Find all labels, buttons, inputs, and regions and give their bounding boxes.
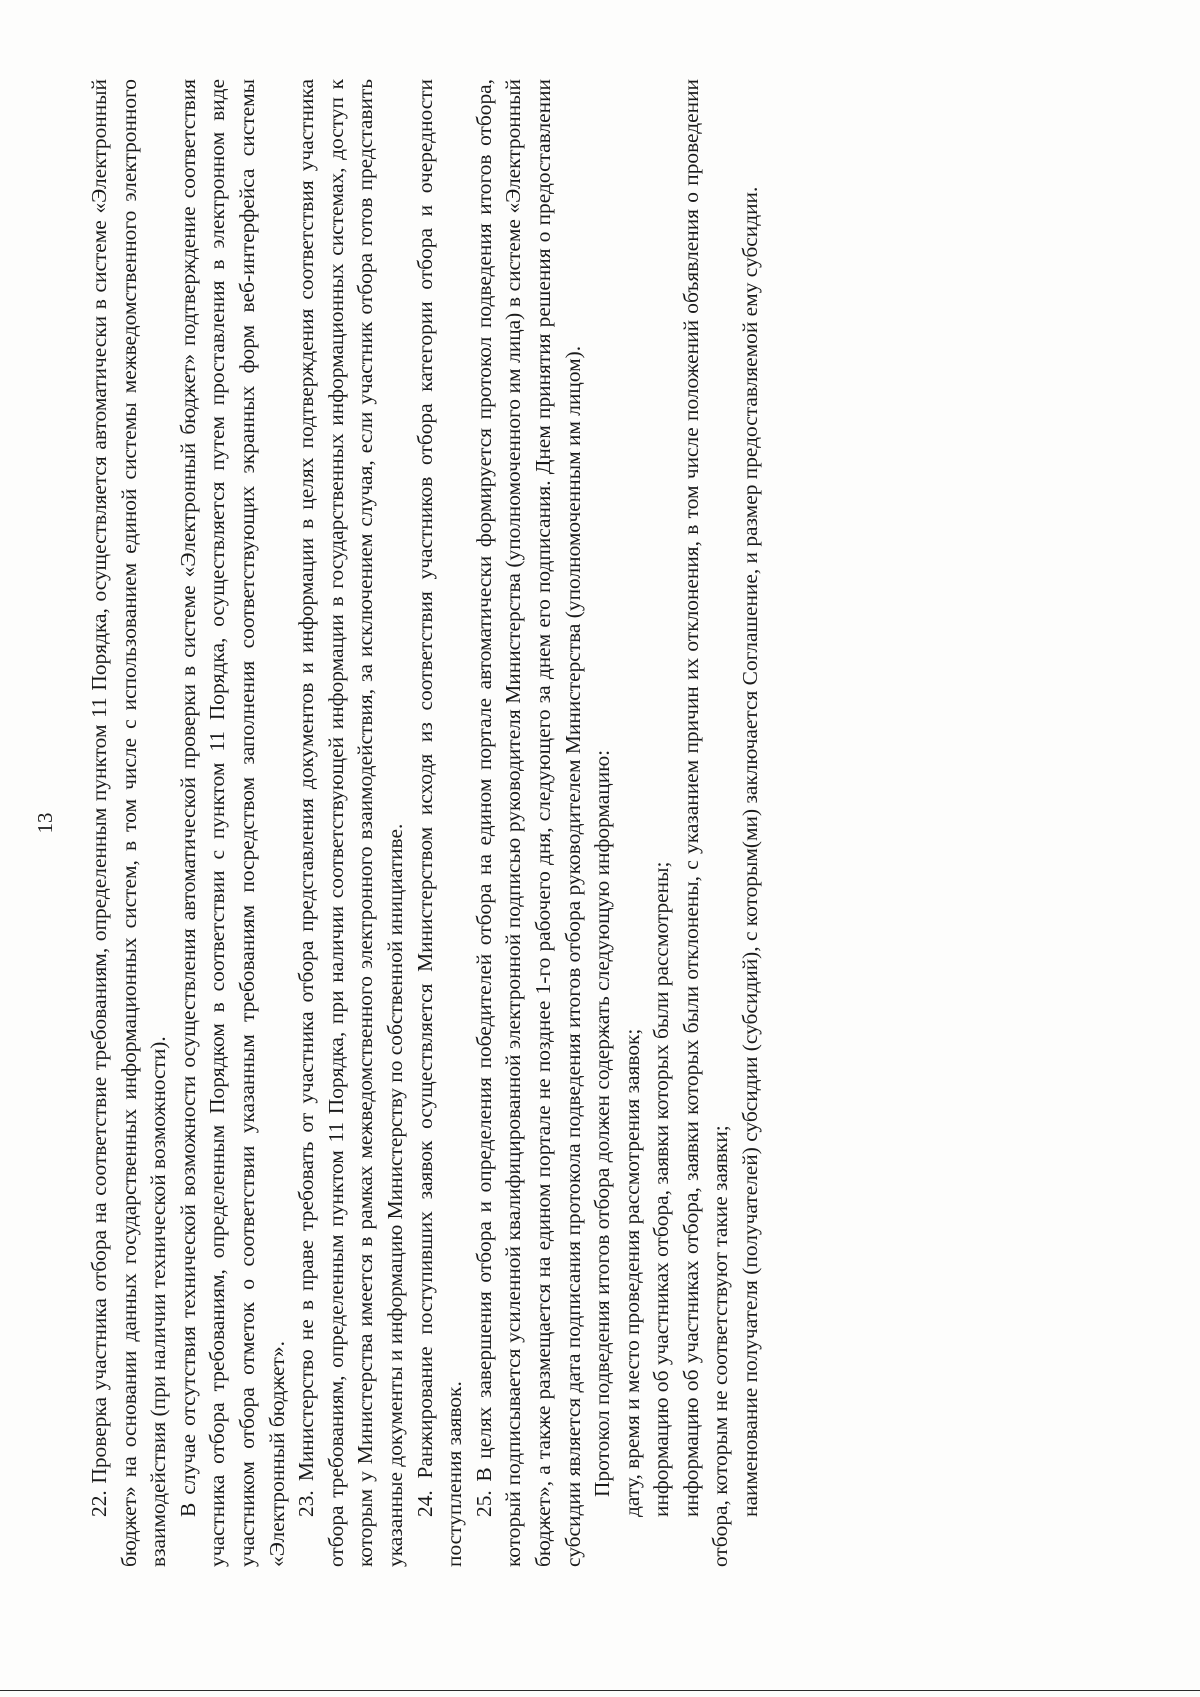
rotated-text-block: [33, 79, 923, 1567]
body-text: [85, 79, 766, 1567]
page-number: 13: [33, 812, 57, 834]
protocol-item-recipient: наименование получателя (получателей) субсидии (субсидий), с которым(ми) заключается Соглашение, и размер предоставляемой ему субсидии.: [738, 186, 763, 1517]
paragraph-25: 25. В целях завершения отбора и определения победителей отбора на едином портале автоматически формируется протокол подведения итогов отбора, который подписывается усиленной квалифицированной электронной подписью руководителя Министерства (уполномоченного им лица) в системе «Электронный бюджет», а также размещается на едином портале не позднее 1-го рабочего дня, следующего за днем его подписания. Днем принятия решения о предоставлении субсидии является дата подписания протокола подведения итогов отбора руководителем Министерства (уполномоченным им лицом).: [471, 79, 585, 1567]
protocol-contents-intro: Протокол подведения итогов отбора должен содержать следующую информацию:: [590, 749, 615, 1497]
paragraph-23: 23. Министерство не в праве требовать от участника отбора представления документов и информации в целях подтверждения соответствия участника отбора требованиям, определенным пунктом 11 Порядка, при наличии соответствующей информации в государственных информационных системах, доступ к которым у Министерства имеется в рамках межведомственного электронного взаимодействия, за исключением случая, если участник отбора готов представить указанные документы и информацию Министерству по собственной инициативе.: [294, 79, 407, 1567]
protocol-item-date: дату, время и место проведения рассмотрения заявок;: [619, 1028, 644, 1517]
paragraph-22: 22. Проверка участника отбора на соответствие требованиям, определенным пунктом 11 Порядка, осуществляется автоматически в системе «Электронный бюджет» на основании данных государственных информационных систем, в том числе с использованием единой системы межведомственного электронного взаимодействия (при наличии технической возможности).: [87, 79, 171, 1567]
protocol-item-considered: информацию об участниках отбора, заявки которых были рассмотрены;: [649, 861, 674, 1517]
paragraph-24: 24. Ранжирование поступивших заявок осуществляется Министерством исходя из соответствия участников отбора категории отбора и очередности поступления заявок.: [412, 79, 467, 1567]
paragraph-22-alternative-check: В случае отсутствия технической возможности осуществления автоматической проверки в системе «Электронный бюджет» подтверждение соответствия участника отбора требованиям, определенным Порядком в соответствии с пунктом 11 Порядка, осуществляется путем проставления в электронном виде участником отбора отметок о соответствии указанным требованиям посредством заполнения соответствующих экранных форм веб-интерфейса системы «Электронный бюджет».: [175, 79, 289, 1567]
scan-edge-line: [0, 1690, 1200, 1691]
protocol-item-rejected: информацию об участниках отбора, заявки которых были отклонены, с указанием причин их отклонения, в том числе положений объявления о проведении отбора, которым не соответствуют такие заявки;: [678, 79, 733, 1567]
